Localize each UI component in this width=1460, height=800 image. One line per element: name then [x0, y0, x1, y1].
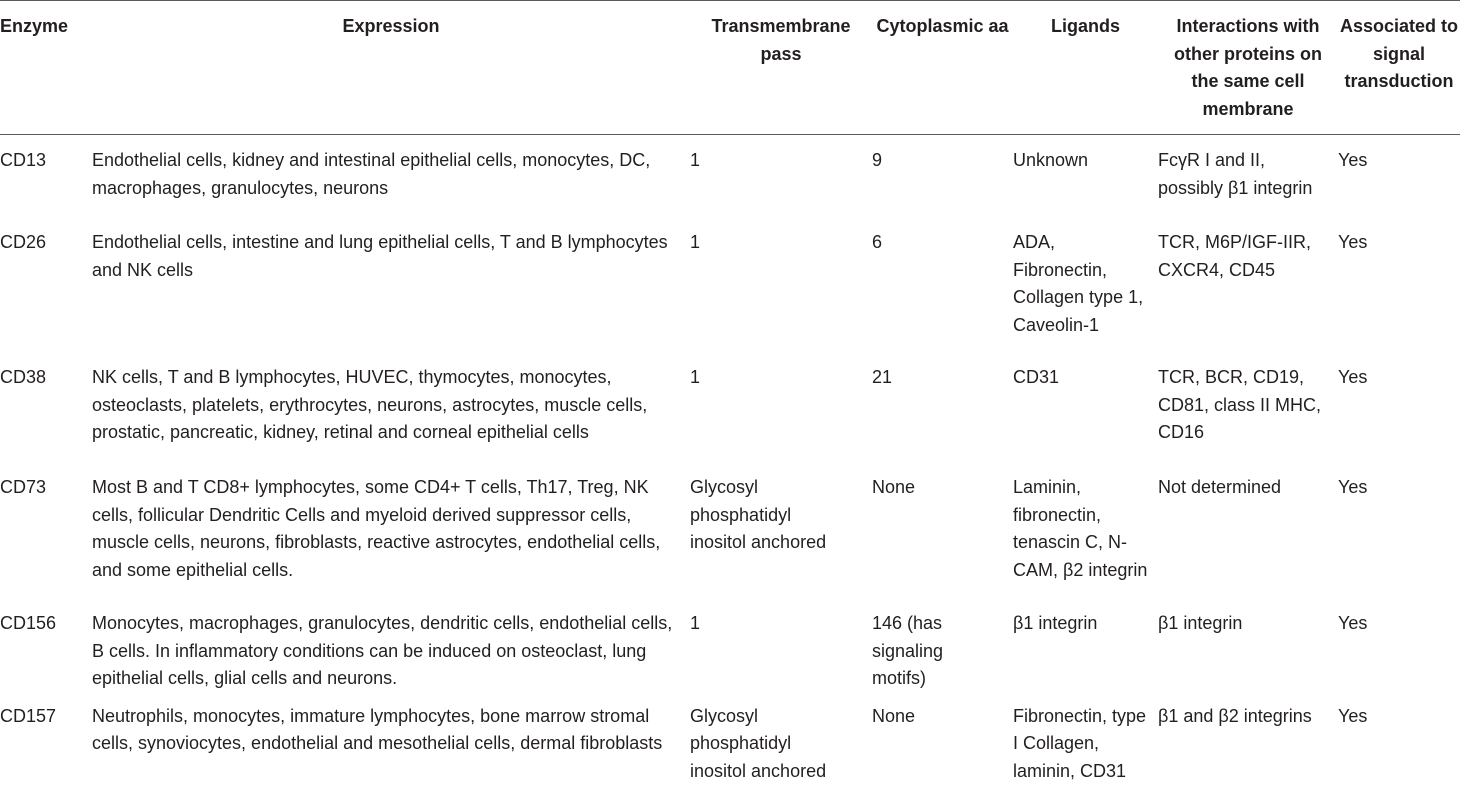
- table-row: [0, 217, 1460, 354]
- col-header-ligands: Ligands: [1013, 1, 1158, 135]
- table-row: [0, 464, 1460, 600]
- cell-transmembrane: Glycosyl phosphatidyl inositol anchored: [690, 705, 827, 781]
- cell-signal: Yes: [1338, 705, 1368, 726]
- cell-cytoplasmic: 146 (has signaling motifs): [872, 613, 944, 688]
- cell-interactions: β1 and β2 integrins: [1158, 705, 1312, 726]
- cell-ligands: Unknown: [1013, 150, 1089, 170]
- col-header-interactions: Interactions with other proteins on the same cell membrane: [1158, 1, 1338, 135]
- cell-enzyme: CD13: [0, 150, 47, 170]
- col-header-transmembrane: Transmembrane pass: [690, 1, 872, 135]
- cell-ligands: Laminin, fibronectin, tenascin C, N-CAM, β2 integrin: [1013, 477, 1148, 580]
- cell-expression: Endothelial cells, kidney and intestinal epithelial cells, monocytes, DC, macrophages, granulocytes, neurons: [92, 150, 651, 198]
- cell-ligands: ADA, Fibronectin, Collagen type 1, Caveolin-1: [1013, 232, 1144, 335]
- cell-cytoplasmic: 21: [872, 367, 893, 387]
- cell-signal: Yes: [1338, 613, 1368, 633]
- cell-ligands: β1 integrin: [1013, 613, 1098, 633]
- cell-signal: Yes: [1338, 150, 1368, 170]
- cell-signal: Yes: [1338, 367, 1368, 387]
- cell-transmembrane: 1: [690, 613, 701, 633]
- table-row: [0, 135, 1460, 218]
- cell-enzyme: CD157: [0, 705, 57, 726]
- cell-expression: Neutrophils, monocytes, immature lymphocytes, bone marrow stromal cells, synoviocytes, endothelial and mesothelial cells, dermal fibroblasts: [92, 705, 663, 753]
- col-header-expression: Expression: [92, 1, 690, 135]
- cell-cytoplasmic: 9: [872, 150, 883, 170]
- col-header-cytoplasmic: Cytoplasmic aa: [872, 1, 1013, 135]
- table-row: [0, 693, 1460, 800]
- cell-cytoplasmic: None: [872, 477, 916, 497]
- cell-signal: Yes: [1338, 477, 1368, 497]
- cell-cytoplasmic: 6: [872, 232, 883, 252]
- cell-transmembrane: 1: [690, 150, 701, 170]
- cell-ligands: Fibronectin, type I Collagen, laminin, CD31: [1013, 705, 1147, 781]
- cell-expression: NK cells, T and B lymphocytes, HUVEC, thymocytes, monocytes, osteoclasts, platelets, erythrocytes, neurons, astrocytes, muscle cells, prostatic, pancreatic, kidney, retinal and corneal epithelial cells: [92, 367, 648, 442]
- cell-enzyme: CD38: [0, 367, 47, 387]
- cell-expression: Endothelial cells, intestine and lung epithelial cells, T and B lymphocytes and NK cells: [92, 232, 668, 280]
- cell-expression: Most B and T CD8+ lymphocytes, some CD4+ T cells, Th17, Treg, NK cells, follicular Dendritic Cells and myeloid derived suppressor cells, muscle cells, neurons, fibroblasts, reactive astrocytes, endothelial cells, and some epithelial cells.: [92, 477, 661, 580]
- cell-interactions: Not determined: [1158, 477, 1282, 497]
- cell-enzyme: CD73: [0, 477, 47, 497]
- cell-interactions: β1 integrin: [1158, 613, 1243, 633]
- header-row: [0, 1, 1460, 135]
- col-header-enzyme: Enzyme: [0, 1, 92, 135]
- cell-signal: Yes: [1338, 232, 1368, 252]
- cell-interactions: TCR, M6P/IGF-IIR, CXCR4, CD45: [1158, 232, 1311, 280]
- cell-expression: Monocytes, macrophages, granulocytes, dendritic cells, endothelial cells, B cells. In inflammatory conditions can be induced on osteoclast, lung epithelial cells, glial cells and neurons.: [92, 613, 673, 688]
- cell-transmembrane: Glycosyl phosphatidyl inositol anchored: [690, 477, 827, 552]
- cell-interactions: TCR, BCR, CD19, CD81, class II MHC, CD16: [1158, 367, 1322, 442]
- cell-transmembrane: 1: [690, 232, 701, 252]
- table-row: [0, 600, 1460, 693]
- cell-transmembrane: 1: [690, 367, 701, 387]
- col-header-signal: Associated to signal transduction: [1338, 1, 1460, 135]
- cell-enzyme: CD156: [0, 613, 57, 633]
- cell-interactions: FcγR I and II, possibly β1 integrin: [1158, 150, 1313, 198]
- cell-cytoplasmic: None: [872, 705, 916, 726]
- table-row: [0, 354, 1460, 464]
- cell-ligands: CD31: [1013, 367, 1060, 387]
- cell-enzyme: CD26: [0, 232, 47, 252]
